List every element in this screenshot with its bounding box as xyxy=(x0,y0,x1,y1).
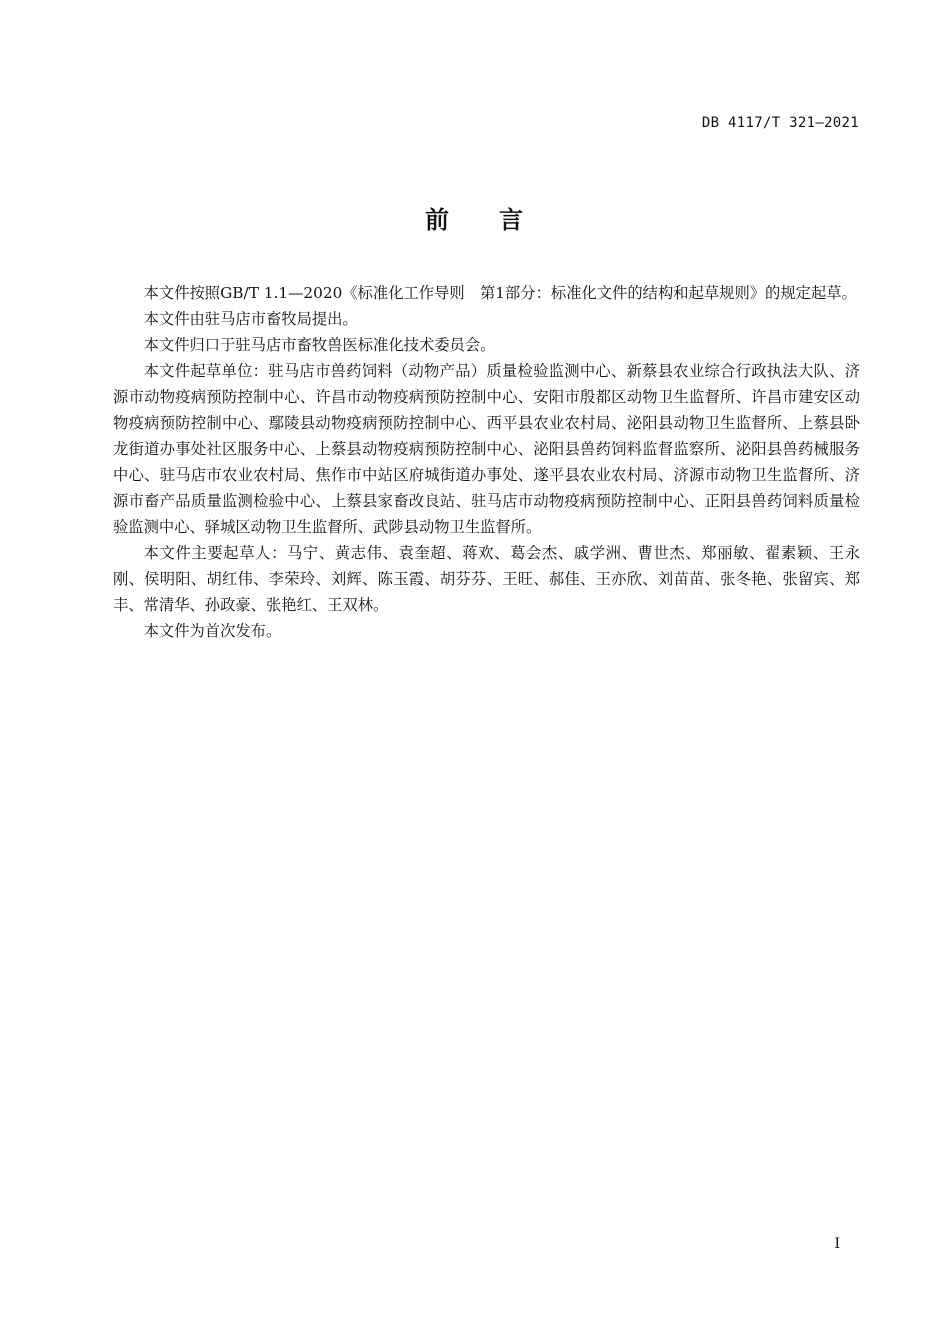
paragraph-drafting-units: 本文件起草单位：驻马店市兽药饲料（动物产品）质量检验监测中心、新蔡县农业综合行政执法大队、济源市动物疫病预防控制中心、许昌市动物疫病预防控制中心、安阳市殷都区动物卫生监督所、许昌市建安区动物疫病预防控制中心、鄢陵县动物疫病预防控制中心、西平县农业农村局、泌阳县动物卫生监督所、上蔡县卧龙街道办事处社区服务中心、上蔡县动物疫病预防控制中心、泌阳县兽药饲料监督监察所、泌阳县兽药械服务中心、驻马店市农业农村局、焦作市中站区府城街道办事处、遂平县农业农村局、济源市动物卫生监督所、济源市畜产品质量监测检验中心、上蔡县家畜改良站、驻马店市动物疫病预防控制中心、正阳县兽药饲料质量检验监测中心、驿城区动物卫生监督所、武陟县动物卫生监督所。 xyxy=(113,362,860,536)
paragraph-first-release: 本文件为首次发布。 xyxy=(143,622,282,640)
paragraph-centralized-unit: 本文件归口于驻马店市畜牧兽医标准化技术委员会。 xyxy=(143,336,496,354)
document-code: DB 4117/T 321—2021 xyxy=(701,115,859,131)
foreword-body xyxy=(113,280,860,644)
title-char-2: 言 xyxy=(499,206,525,234)
page-title xyxy=(0,200,950,235)
title-char-1: 前 xyxy=(425,206,451,234)
page-number: I xyxy=(834,1236,840,1252)
paragraph-drafting-rules: 本文件按照GB/T 1.1—2020《标准化工作导则 第1部分：标准化文件的结构和起草规则》的规定起草。 xyxy=(143,284,857,302)
paragraph-proposer: 本文件由驻马店市畜牧局提出。 xyxy=(143,310,358,328)
paragraph-drafters: 本文件主要起草人：马宁、黄志伟、袁奎超、蒋欢、葛会杰、戚学洲、曹世杰、郑丽敏、翟素颖、王永刚、侯明阳、胡红伟、李荣玲、刘辉、陈玉霞、胡芬芬、王旺、郝佳、王亦欣、刘苗苗、张冬艳、张留宾、郑丰、常清华、孙政豪、张艳红、王双林。 xyxy=(113,544,860,614)
